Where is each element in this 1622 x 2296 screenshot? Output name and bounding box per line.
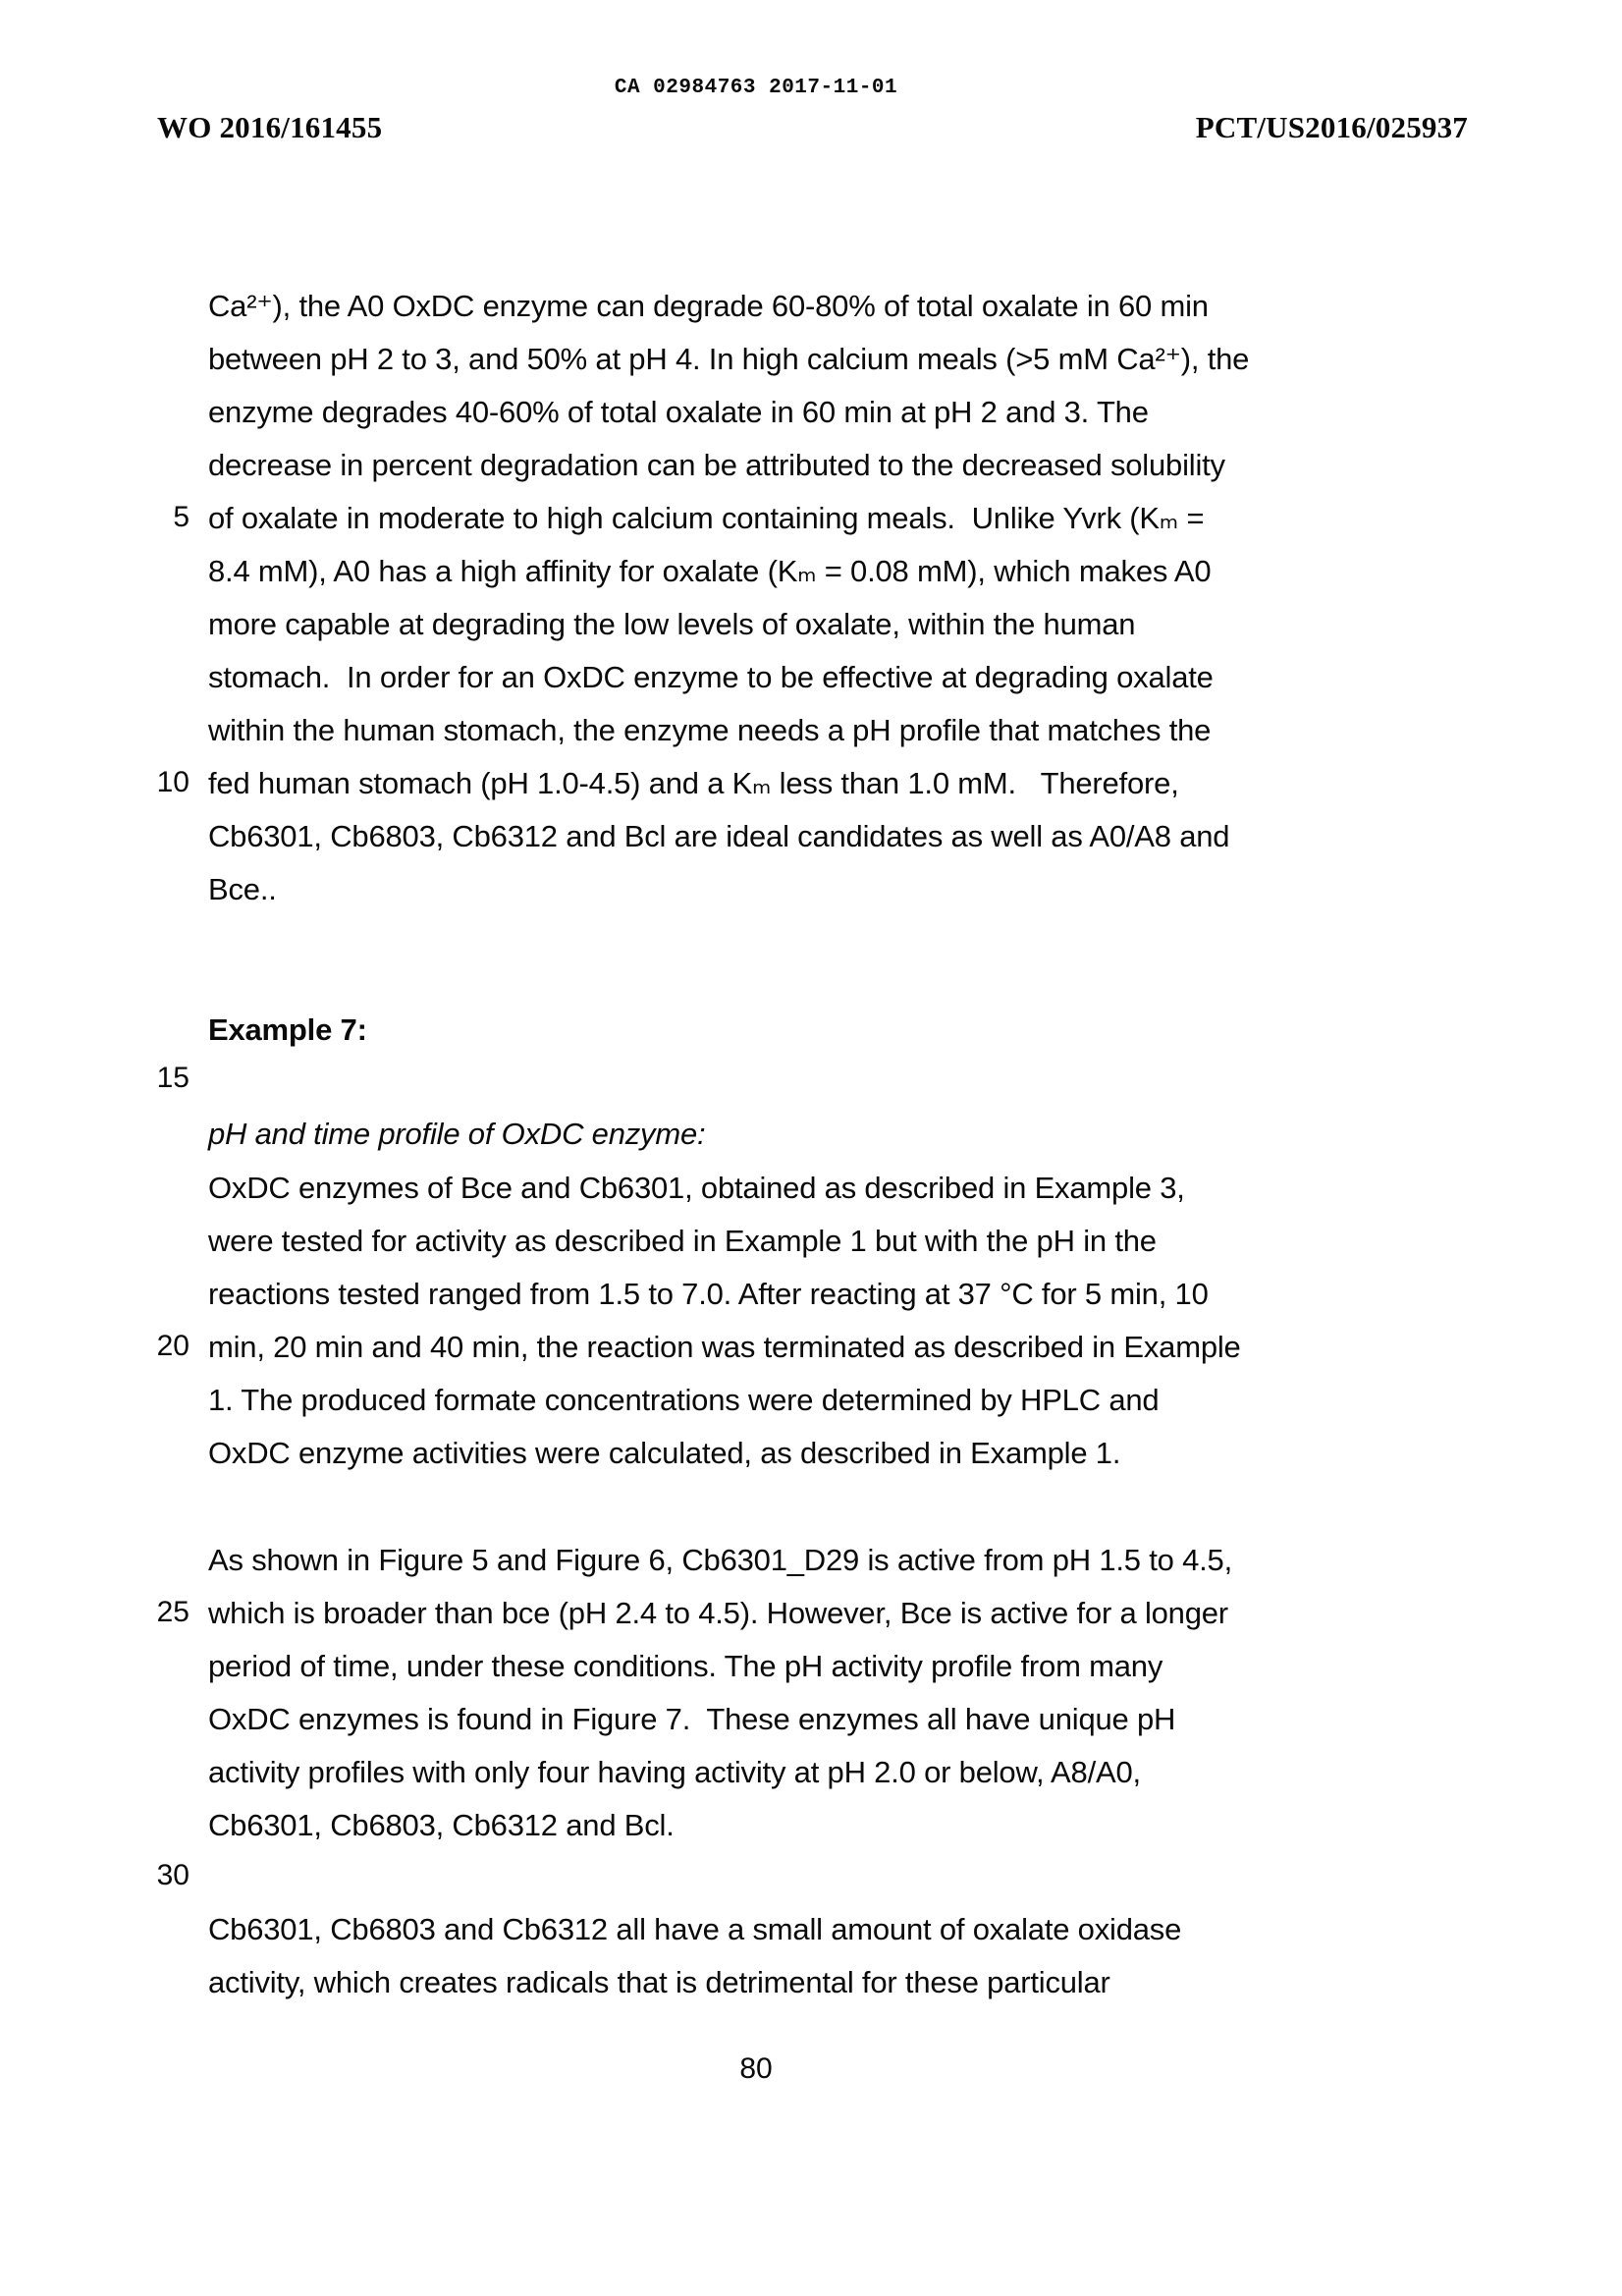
text-line: activity, which creates radicals that is detrimental for these particular (208, 1965, 1110, 1999)
text-line: fed human stomach (pH 1.0-4.5) and a Kₘ less than 1.0 mM. Therefore, (208, 766, 1179, 800)
text-line: which is broader than bce (pH 2.4 to 4.5). However, Bce is active for a longer (208, 1596, 1228, 1630)
text-line: Bce.. (208, 872, 277, 906)
margin-line-30 (145, 1858, 1520, 1911)
text-line: 1. The produced formate concentrations were determined by HPLC and (208, 1383, 1160, 1417)
text-row (145, 1061, 1520, 1114)
paragraph-2 (145, 1170, 1520, 1488)
text-line: 8.4 mM), A0 has a high affinity for oxalate (Kₘ = 0.08 mM), which makes A0 (208, 554, 1212, 588)
text-line: reactions tested ranged from 1.5 to 7.0. After reacting at 37 °C for 5 min, 10 (208, 1277, 1209, 1311)
paragraph-1 (145, 288, 1520, 924)
subtitle-italic (145, 1116, 1520, 1169)
text-row (145, 341, 1520, 394)
text-line: between pH 2 to 3, and 50% at pH 4. In high calcium meals (>5 mM Ca²⁺), the (208, 342, 1250, 376)
text-row (145, 765, 1520, 818)
text-line: were tested for activity as described in Example 1 but with the pH in the (208, 1224, 1157, 1258)
text-row (145, 1807, 1520, 1860)
text-row (145, 553, 1520, 606)
text-row (145, 1276, 1520, 1329)
text-row (145, 1011, 1520, 1065)
example-7-heading (145, 1011, 1520, 1065)
text-row (145, 818, 1520, 871)
text-line: decrease in percent degradation can be attributed to the decreased solubility (208, 448, 1225, 482)
wo-publication-number: WO 2016/161455 (157, 110, 383, 144)
text-line: stomach. In order for an OxDC enzyme to be effective at degrading oxalate (208, 660, 1214, 694)
text-line: OxDC enzyme activities were calculated, as described in Example 1. (208, 1436, 1121, 1470)
text-line: enzyme degrades 40-60% of total oxalate in 60 min at pH 2 and 3. The (208, 395, 1149, 429)
margin-line-number: 10 (156, 766, 189, 798)
text-row (145, 1754, 1520, 1807)
text-row (145, 1382, 1520, 1435)
text-line: Cb6301, Cb6803 and Cb6312 all have a small amount of oxalate oxidase (208, 1912, 1182, 1946)
text-row (145, 1701, 1520, 1754)
margin-line-number: 20 (156, 1330, 189, 1362)
pct-application-number: PCT/US2016/025937 (1195, 110, 1468, 144)
text-row (145, 659, 1520, 712)
text-row (145, 447, 1520, 500)
text-row (145, 1964, 1520, 2017)
text-row (145, 1170, 1520, 1223)
text-line: Ca²⁺), the A0 OxDC enzyme can degrade 60-80% of total oxalate in 60 min (208, 289, 1209, 323)
text-row (145, 1595, 1520, 1648)
text-line: min, 20 min and 40 min, the reaction was terminated as described in Example (208, 1330, 1241, 1364)
text-row (145, 1542, 1520, 1595)
text-line: more capable at degrading the low levels of oxalate, within the human (208, 607, 1136, 641)
text-line: Example 7: (208, 1012, 367, 1047)
margin-line-number: 5 (173, 501, 189, 533)
text-row (145, 1223, 1520, 1276)
text-line: pH and time profile of OxDC enzyme: (208, 1117, 706, 1151)
text-row (145, 712, 1520, 765)
text-row (145, 1435, 1520, 1488)
text-row (145, 394, 1520, 447)
text-row (145, 1648, 1520, 1701)
ca-filing-stamp: CA 02984763 2017-11-01 (614, 77, 898, 99)
paragraph-3 (145, 1542, 1520, 1860)
page-number: 80 (739, 2052, 773, 2085)
text-line: activity profiles with only four having activity at pH 2.0 or below, A8/A0, (208, 1755, 1141, 1789)
text-row (145, 871, 1520, 924)
text-line: Cb6301, Cb6803, Cb6312 and Bcl. (208, 1808, 675, 1842)
text-row (145, 288, 1520, 341)
margin-line-number: 30 (156, 1859, 189, 1891)
text-line: of oxalate in moderate to high calcium containing meals. Unlike Yvrk (Kₘ = (208, 501, 1205, 535)
text-line: period of time, under these conditions. The pH activity profile from many (208, 1649, 1163, 1683)
text-row (145, 500, 1520, 553)
text-line: Cb6301, Cb6803, Cb6312 and Bcl are ideal candidates as well as A0/A8 and (208, 819, 1230, 853)
text-row (145, 1911, 1520, 1964)
text-row (145, 1329, 1520, 1382)
text-line: OxDC enzymes of Bce and Cb6301, obtained as described in Example 3, (208, 1171, 1185, 1205)
text-row (145, 1116, 1520, 1169)
text-line: OxDC enzymes is found in Figure 7. These enzymes all have unique pH (208, 1702, 1176, 1736)
text-line: As shown in Figure 5 and Figure 6, Cb6301_D29 is active from pH 1.5 to 4.5, (208, 1543, 1233, 1577)
text-row (145, 606, 1520, 659)
margin-line-number: 15 (156, 1062, 189, 1094)
text-line: within the human stomach, the enzyme needs a pH profile that matches the (208, 713, 1212, 747)
margin-line-15 (145, 1061, 1520, 1114)
text-row (145, 1858, 1520, 1911)
paragraph-4 (145, 1911, 1520, 2017)
margin-line-number: 25 (156, 1596, 189, 1628)
